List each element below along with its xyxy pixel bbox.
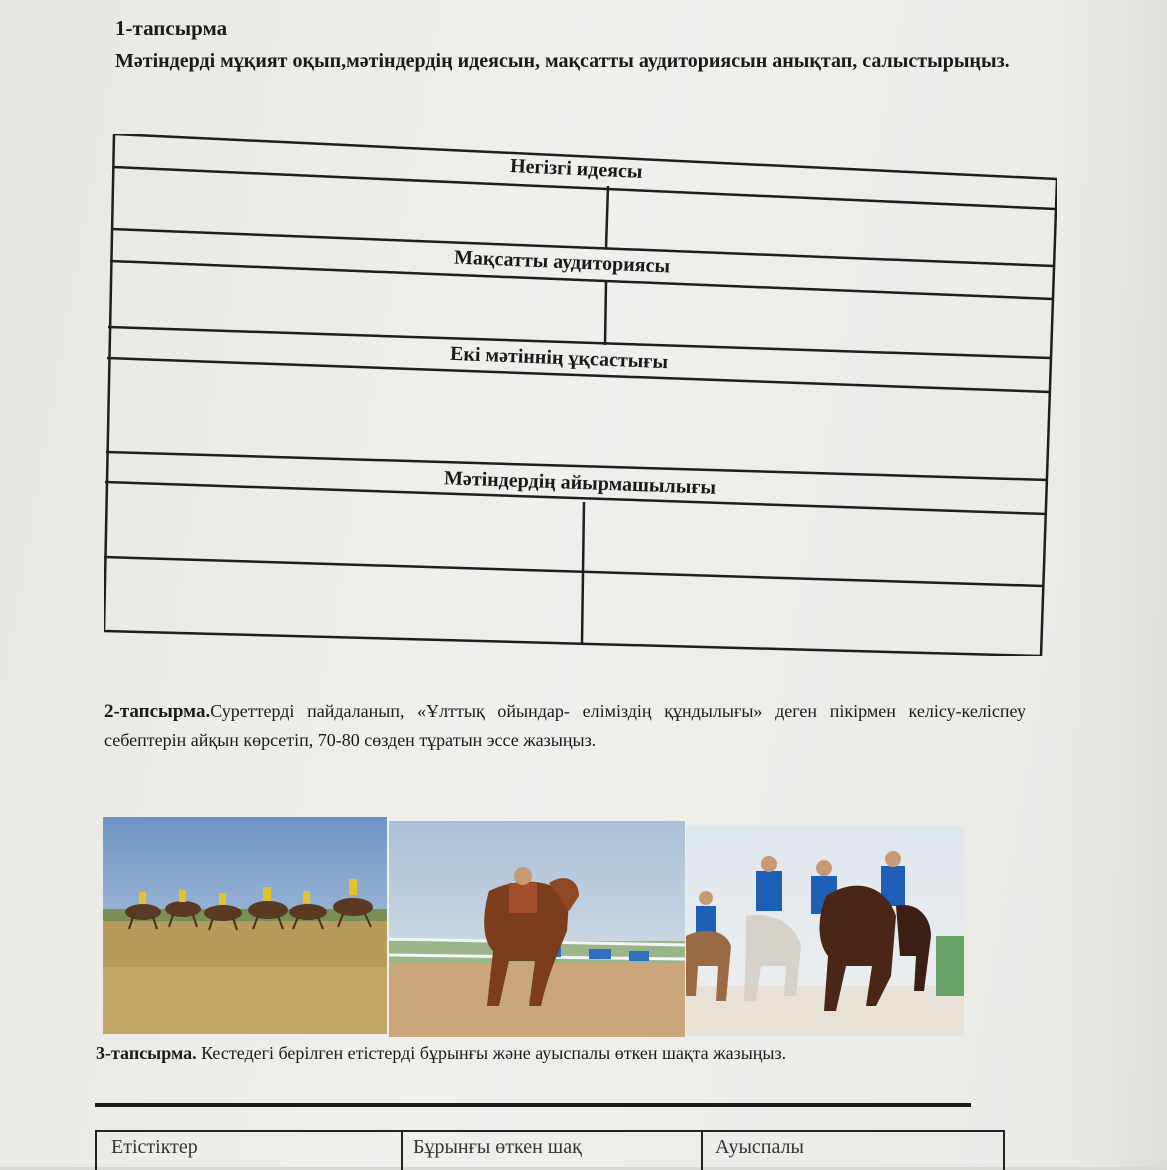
divider-line bbox=[95, 1103, 971, 1107]
transitional-column-header bbox=[701, 1130, 1005, 1170]
task1-title: 1-тапсырма bbox=[115, 16, 228, 40]
task3-paragraph bbox=[96, 1039, 968, 1067]
transitional-column-label: Ауыспалы bbox=[715, 1136, 804, 1158]
header-difference: Мәтіндердің айырмашылығы bbox=[443, 467, 717, 499]
task2-text: Суреттерді пайдаланып, «Ұлттық ойындар- еліміздің құндылығы» деген пікірмен келісу-келіспеу себептерін айқын көрсетіп, 70-80 сөзден тұратын эссе жазыңыз. bbox=[104, 701, 1026, 750]
header-main-idea: Негізгі идеясы bbox=[509, 155, 644, 183]
task2-label: 2-тапсырма. bbox=[104, 701, 211, 722]
task3-text: Кестедегі берілген етістерді бұрынғы және ауыспалы өткен шақта жазыңыз. bbox=[201, 1043, 787, 1063]
main-idea-cell-left[interactable] bbox=[116, 174, 606, 229]
verbs-column-header bbox=[95, 1130, 403, 1170]
header-target-audience: Мақсатты аудиториясы bbox=[453, 246, 671, 278]
horse-race-photo bbox=[103, 817, 387, 1034]
task1-instruction: Мәтіндерді мұқият оқып,мәтіндердің идеясын, мақсатты аудиториясын анықтап, салыстырыңыз. bbox=[115, 50, 1010, 72]
audience-cell-left[interactable] bbox=[114, 267, 604, 327]
page-shadow bbox=[1060, 0, 1167, 1167]
difference-cell-2-right[interactable] bbox=[588, 586, 1038, 652]
kokpar-game-photo bbox=[686, 826, 964, 1036]
verbs-column-label: Етістіктер bbox=[111, 1136, 198, 1158]
verbs-table bbox=[95, 1130, 1005, 1167]
difference-cell-2-left[interactable] bbox=[107, 564, 581, 630]
task2-paragraph bbox=[104, 697, 1026, 754]
similarity-cell[interactable] bbox=[110, 364, 1048, 454]
header-similarity: Екі мәтіннің ұқсастығы bbox=[449, 342, 669, 374]
past-definite-column-header bbox=[401, 1130, 703, 1170]
past-definite-column-label: Бұрынғы өткен шақ bbox=[413, 1136, 582, 1158]
main-idea-cell-right[interactable] bbox=[612, 194, 1052, 249]
difference-cell-1-right[interactable] bbox=[588, 506, 1042, 572]
difference-cell-1-left[interactable] bbox=[108, 490, 582, 556]
task3-label: 3-тапсырма. bbox=[96, 1043, 197, 1063]
comparison-table bbox=[104, 134, 1057, 656]
audience-cell-right[interactable] bbox=[610, 286, 1050, 346]
rider-horse-photo bbox=[389, 821, 685, 1037]
